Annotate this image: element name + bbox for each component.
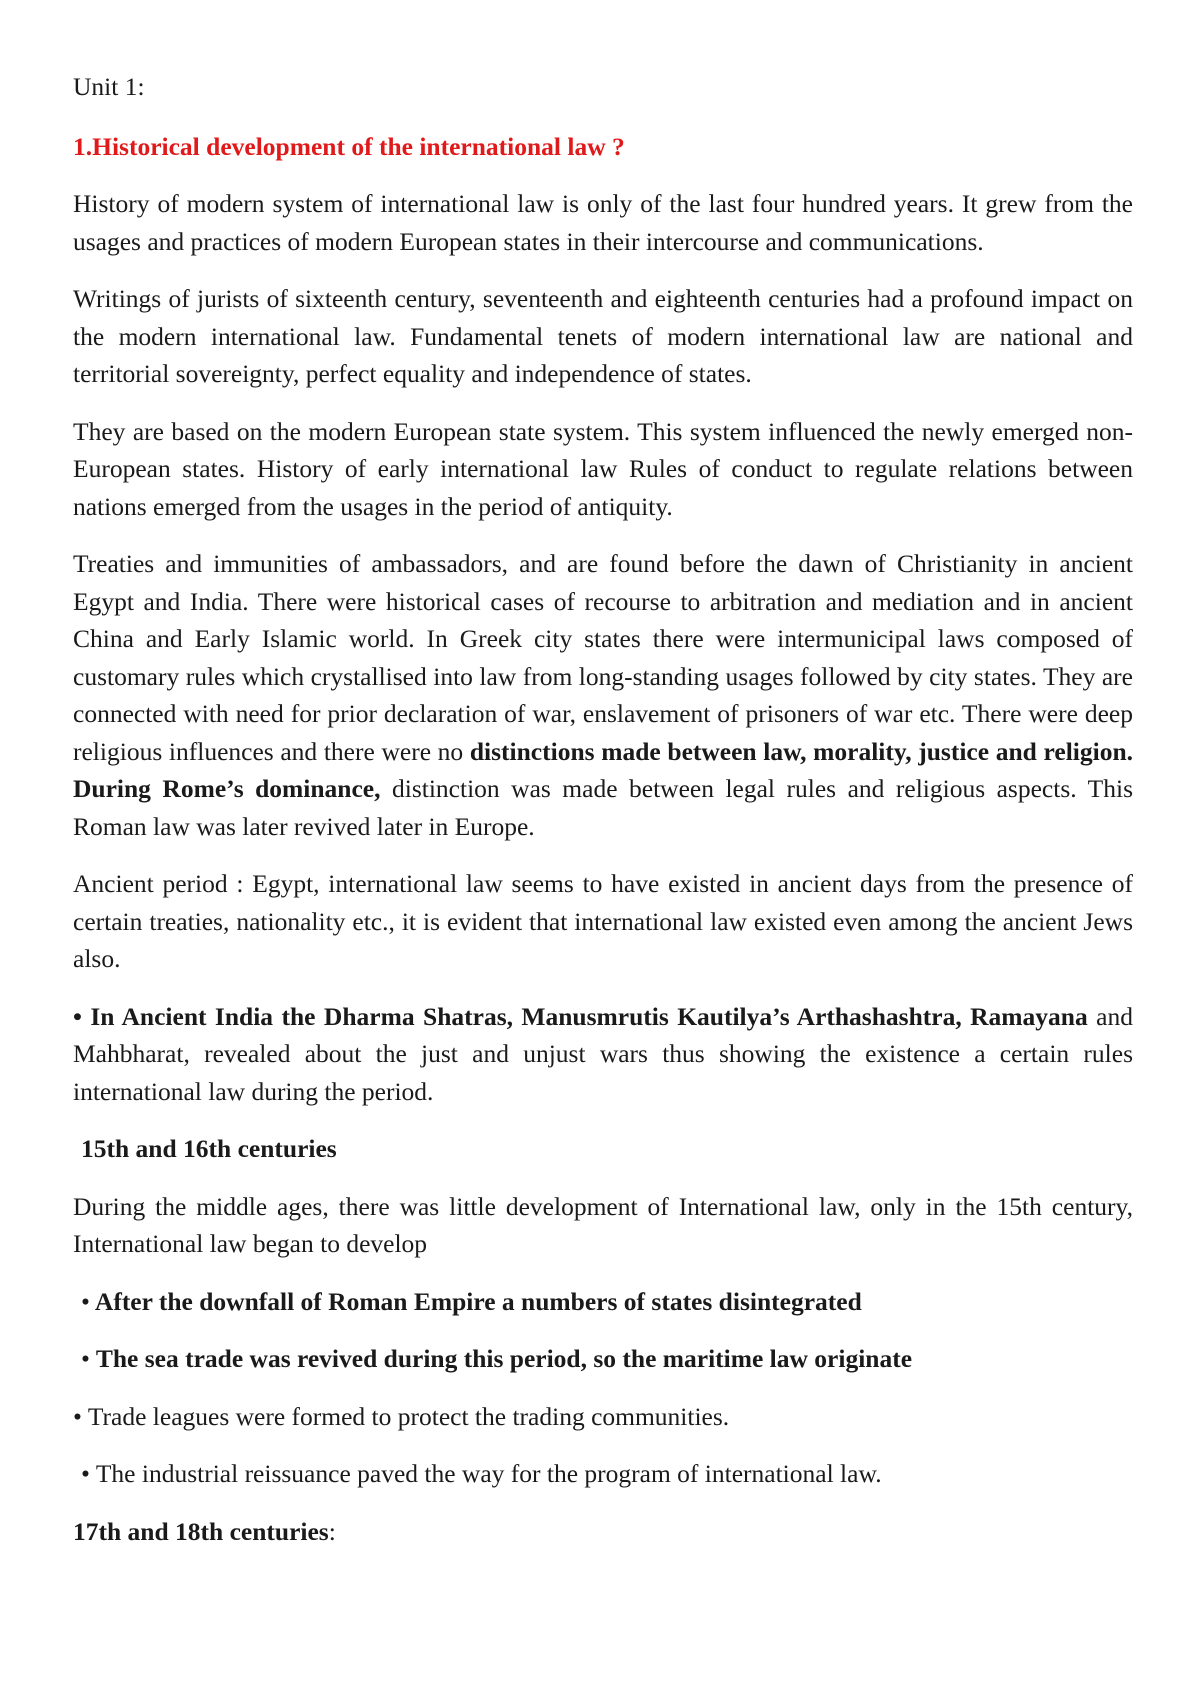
bullet-text: The sea trade was revived during this period, so the maritime law originate xyxy=(89,1344,913,1373)
page-title: 1.Historical development of the international law ? xyxy=(73,131,625,161)
section-heading-15-16: 15th and 16th centuries xyxy=(81,1134,337,1163)
paragraph-6-bold: • In Ancient India the Dharma Shatras, Manusmrutis Kautilya’s Arthashashtra, Ramayana xyxy=(73,1001,1088,1031)
bullet-icon: • xyxy=(81,1459,90,1488)
bullet-text: Trade leagues were formed to protect the trading communities. xyxy=(81,1401,730,1431)
paragraph-7: During the middle ages, there was little development of International law, only in the 15th century, International law began to develop xyxy=(73,1191,1133,1258)
paragraph-4-text-a: Treaties and immunities of ambassadors, and are found before the dawn of Christianity in ancient Egypt and India. There were historical cases of recourse to arbitration and mediation and in ancient China and Early Islamic world. In Greek city states there were intermunicipal laws composed of customary rules which crystallised into law from long-standing usages followed by city states. They are connected with need for prior declaration of war, enslavement of prisoners of war etc. There were deep religious influences and there were no xyxy=(73,549,1133,766)
bullet-icon: • xyxy=(81,1286,90,1316)
list-item xyxy=(73,1283,1133,1321)
paragraph-6-rest: and Mahbharat, revealed about the just and unjust wars thus showing the existence a certain rules international law during the period. xyxy=(73,1001,1133,1106)
bullet-text: The industrial reissuance paved the way for the program of international law. xyxy=(89,1459,882,1488)
paragraph-4-bold: distinctions made between law, morality, justice and religion. During Rome’s dominance, xyxy=(73,736,1134,803)
section-heading-17-18-suffix: : xyxy=(328,1516,336,1546)
list-item xyxy=(73,1340,1133,1378)
unit-label: Unit 1: xyxy=(73,72,145,101)
paragraph-2: Writings of jurists of sixteenth century, seventeenth and eighteenth centuries had a profound impact on the modern international law. Fundamental tenets of modern international law are national and territorial sovereignty, perfect equality and independence of states. xyxy=(73,284,1133,388)
section-heading-17-18-text: 17th and 18th centuries xyxy=(73,1516,329,1546)
document-page xyxy=(73,68,1133,1570)
paragraph-4 xyxy=(73,545,1133,845)
bullet-icon: • xyxy=(81,1344,90,1373)
section-heading-17-18 xyxy=(73,1513,1133,1551)
paragraph-1: History of modern system of international law is only of the last four hundred years. It grew from the usages and practices of modern European states in their intercourse and communications. xyxy=(73,189,1133,256)
bullet-text: After the downfall of Roman Empire a numbers of states disintegrated xyxy=(89,1286,862,1316)
list-item xyxy=(73,1398,1133,1436)
paragraph-6 xyxy=(73,998,1133,1111)
paragraph-5: Ancient period : Egypt, international law seems to have existed in ancient days from the presence of certain treaties, nationality etc., it is evident that international law existed even among the ancient Jews also. xyxy=(73,869,1133,973)
paragraph-4-text-b: distinction was made between legal rules and religious aspects. This Roman law was later revived later in Europe. xyxy=(73,774,1133,841)
list-item xyxy=(73,1455,1133,1493)
paragraph-3: They are based on the modern European state system. This system influenced the newly emerged non-European states. History of early international law Rules of conduct to regulate relations between nations emerged from the usages in the period of antiquity. xyxy=(73,416,1133,521)
bullet-icon: • xyxy=(73,1401,82,1431)
